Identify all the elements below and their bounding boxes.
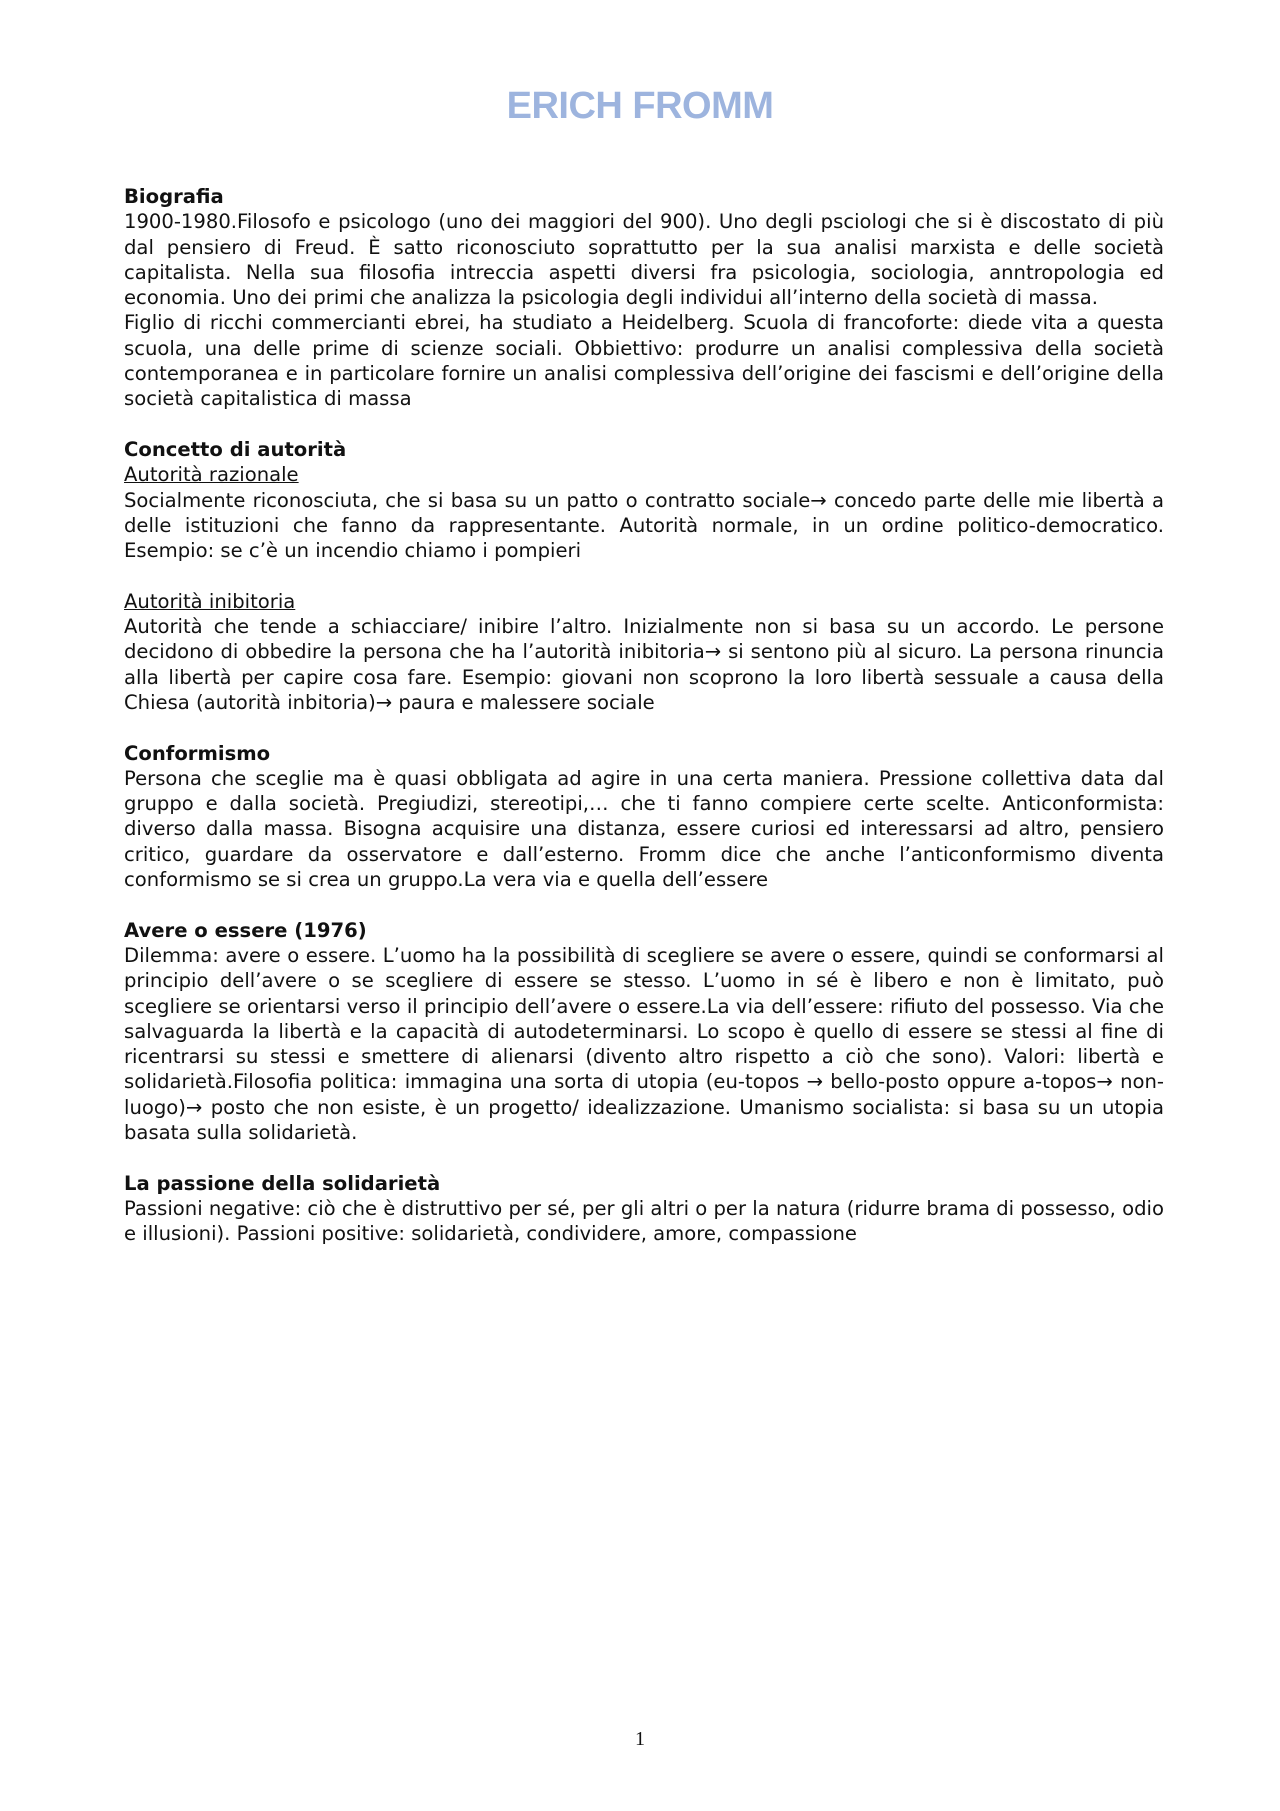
heading-conformismo: Conformismo xyxy=(124,741,271,765)
paragraph-autorita-razionale: Socialmente riconosciuta, che si basa su un patto o contratto sociale→ concedo parte delle mie libertà a delle istituzioni che fanno da rappresentante. Autorità normale, in un ordine politico-democratico. Esempio: se c’è un incendio chiamo i pompieri xyxy=(124,488,1164,563)
subheading-autorita-inibitoria: Autorità inibitoria xyxy=(124,589,296,613)
heading-concetto-autorita: Concetto di autorità xyxy=(124,437,347,461)
paragraph-autorita-inibitoria: Autorità che tende a schiacciare/ inibire l’altro. Inizialmente non si basa su un accordo. Le persone decidono di obbedire la persona che ha l’autorità inibitoria→ si sentono più al sicuro. La persona rinuncia alla libertà per capire cosa fare. Esempio: giovani non scoprono la loro libertà sessuale a causa della Chiesa (autorità inbitoria)→ paura e malessere sociale xyxy=(124,615,1164,714)
paragraph-biografia-2: Figlio di ricchi commercianti ebrei, ha studiato a Heidelberg. Scuola di francoforte: diede vita a questa scuola, una delle prime di scienze sociali. Obbiettivo: produrre un analisi complessiva della società contemporanea e in particolare fornire un analisi complessiva dell’origine dei fascismi e dell’origine della società capitalistica di massa xyxy=(124,311,1164,411)
section-passione-solidarieta xyxy=(124,1171,1164,1247)
heading-passione-solidarieta: La passione della solidarietà xyxy=(124,1171,441,1195)
document-body xyxy=(124,184,1164,1272)
paragraph-conformismo: Persona che sceglie ma è quasi obbligata ad agire in una certa maniera. Pressione collettiva data dal gruppo e dalla società. Pregiudizi, stereotipi,… che ti fanno compiere certe scelte. Anticonformista: diverso dalla massa. Bisogna acquisire una distanza, essere curiosi ed interessarsi ad altro, pensiero critico, guardare da osservatore e dall’esterno. Fromm dice che anche l’anticonformismo diventa conformismo se si crea un gruppo.La vera via e quella dell’essere xyxy=(124,766,1164,892)
section-biografia xyxy=(124,184,1164,412)
section-conformismo xyxy=(124,741,1164,893)
section-autorita-inibitoria xyxy=(124,589,1164,715)
paragraph-biografia-1: 1900-1980.Filosofo e psicologo (uno dei maggiori del 900). Uno degli psciologi che si è discostato di più dal pensiero di Freud. È satto riconosciuto soprattutto per la sua analisi marxista e delle società capitalista. Nella sua filosofia intreccia aspetti diversi fra psicologia, sociologia, anntropologia ed economia. Uno dei primi che analizza la psicologia degli individui all’interno della società di massa. xyxy=(124,210,1164,310)
paragraph-avere-essere: Dilemma: avere o essere. L’uomo ha la possibilità di scegliere se avere o essere, quindi se conformarsi al principio dell’avere o se scegliere di essere se stesso. L’uomo in sé è libero e non è limitato, può scegliere se orientarsi verso il principio dell’avere o essere.La via dell’essere: rifiuto del possesso. Via che salvaguarda la libertà e la capacità di autodeterminarsi. Lo scopo è quello di essere se stessi al fine di ricentrarsi su stessi e smettere di alienarsi (divento altro rispetto a ciò che sono). Valori: libertà e solidarietà.Filosofia politica: immagina una sorta di utopia (eu-topos → bello-posto oppure a-topos→ non-luogo)→ posto che non esiste, è un progetto/ idealizzazione. Umanismo socialista: si basa su un utopia basata sulla solidarietà. xyxy=(124,943,1164,1144)
heading-avere-essere: Avere o essere (1976) xyxy=(124,918,367,942)
page-number: 1 xyxy=(635,1728,645,1750)
document-title: ERICH FROMM xyxy=(506,85,774,127)
section-avere-essere xyxy=(124,918,1164,1146)
subheading-autorita-razionale: Autorità razionale xyxy=(124,463,299,487)
paragraph-passione-solidarieta: Passioni negative: ciò che è distruttivo per sé, per gli altri o per la natura (ridurre brama di possesso, odio e illusioni). Passioni positive: solidarietà, condividere, amore, compassione xyxy=(124,1196,1164,1246)
heading-biografia: Biografia xyxy=(124,185,224,208)
section-autorita-razionale xyxy=(124,437,1164,563)
